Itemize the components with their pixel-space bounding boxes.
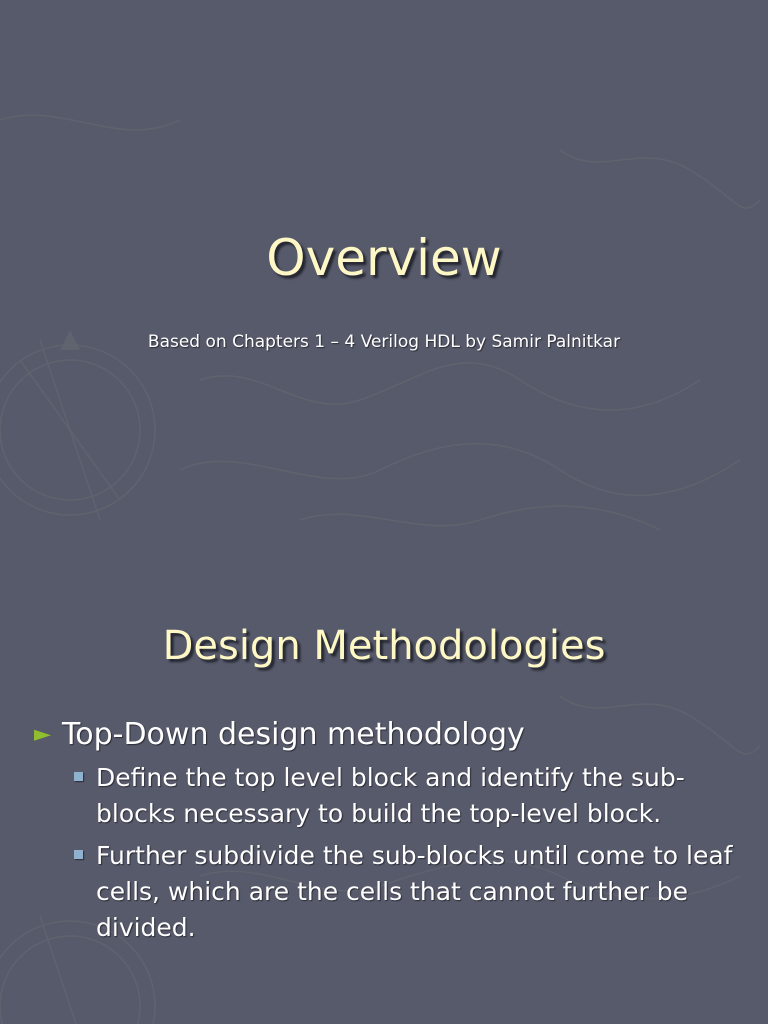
slide-title: Design Methodologies [162,623,606,669]
sub-bullet-text: Further subdivide the sub-blocks until come to leaf cells, which are the cells that cannot further be divided. [96,841,733,942]
bullet-item [34,714,744,756]
bullet-text: Top-Down design methodology [62,717,525,752]
sub-bullet-item [34,760,744,832]
sub-bullet-item [34,838,744,946]
slide-design-methodologies [0,576,768,1024]
slide-subtitle: Based on Chapters 1 – 4 Verilog HDL by Samir Palnitkar [147,332,621,352]
sub-bullet-text: Define the top level block and identify the sub-blocks necessary to build the top-level block. [96,763,685,828]
bullet-list [34,714,744,952]
triangle-right-icon: ► [34,722,51,747]
slide-title: Overview [266,229,502,287]
square-icon [74,772,83,781]
square-icon [74,850,83,859]
sub-bullet-list [34,760,744,946]
